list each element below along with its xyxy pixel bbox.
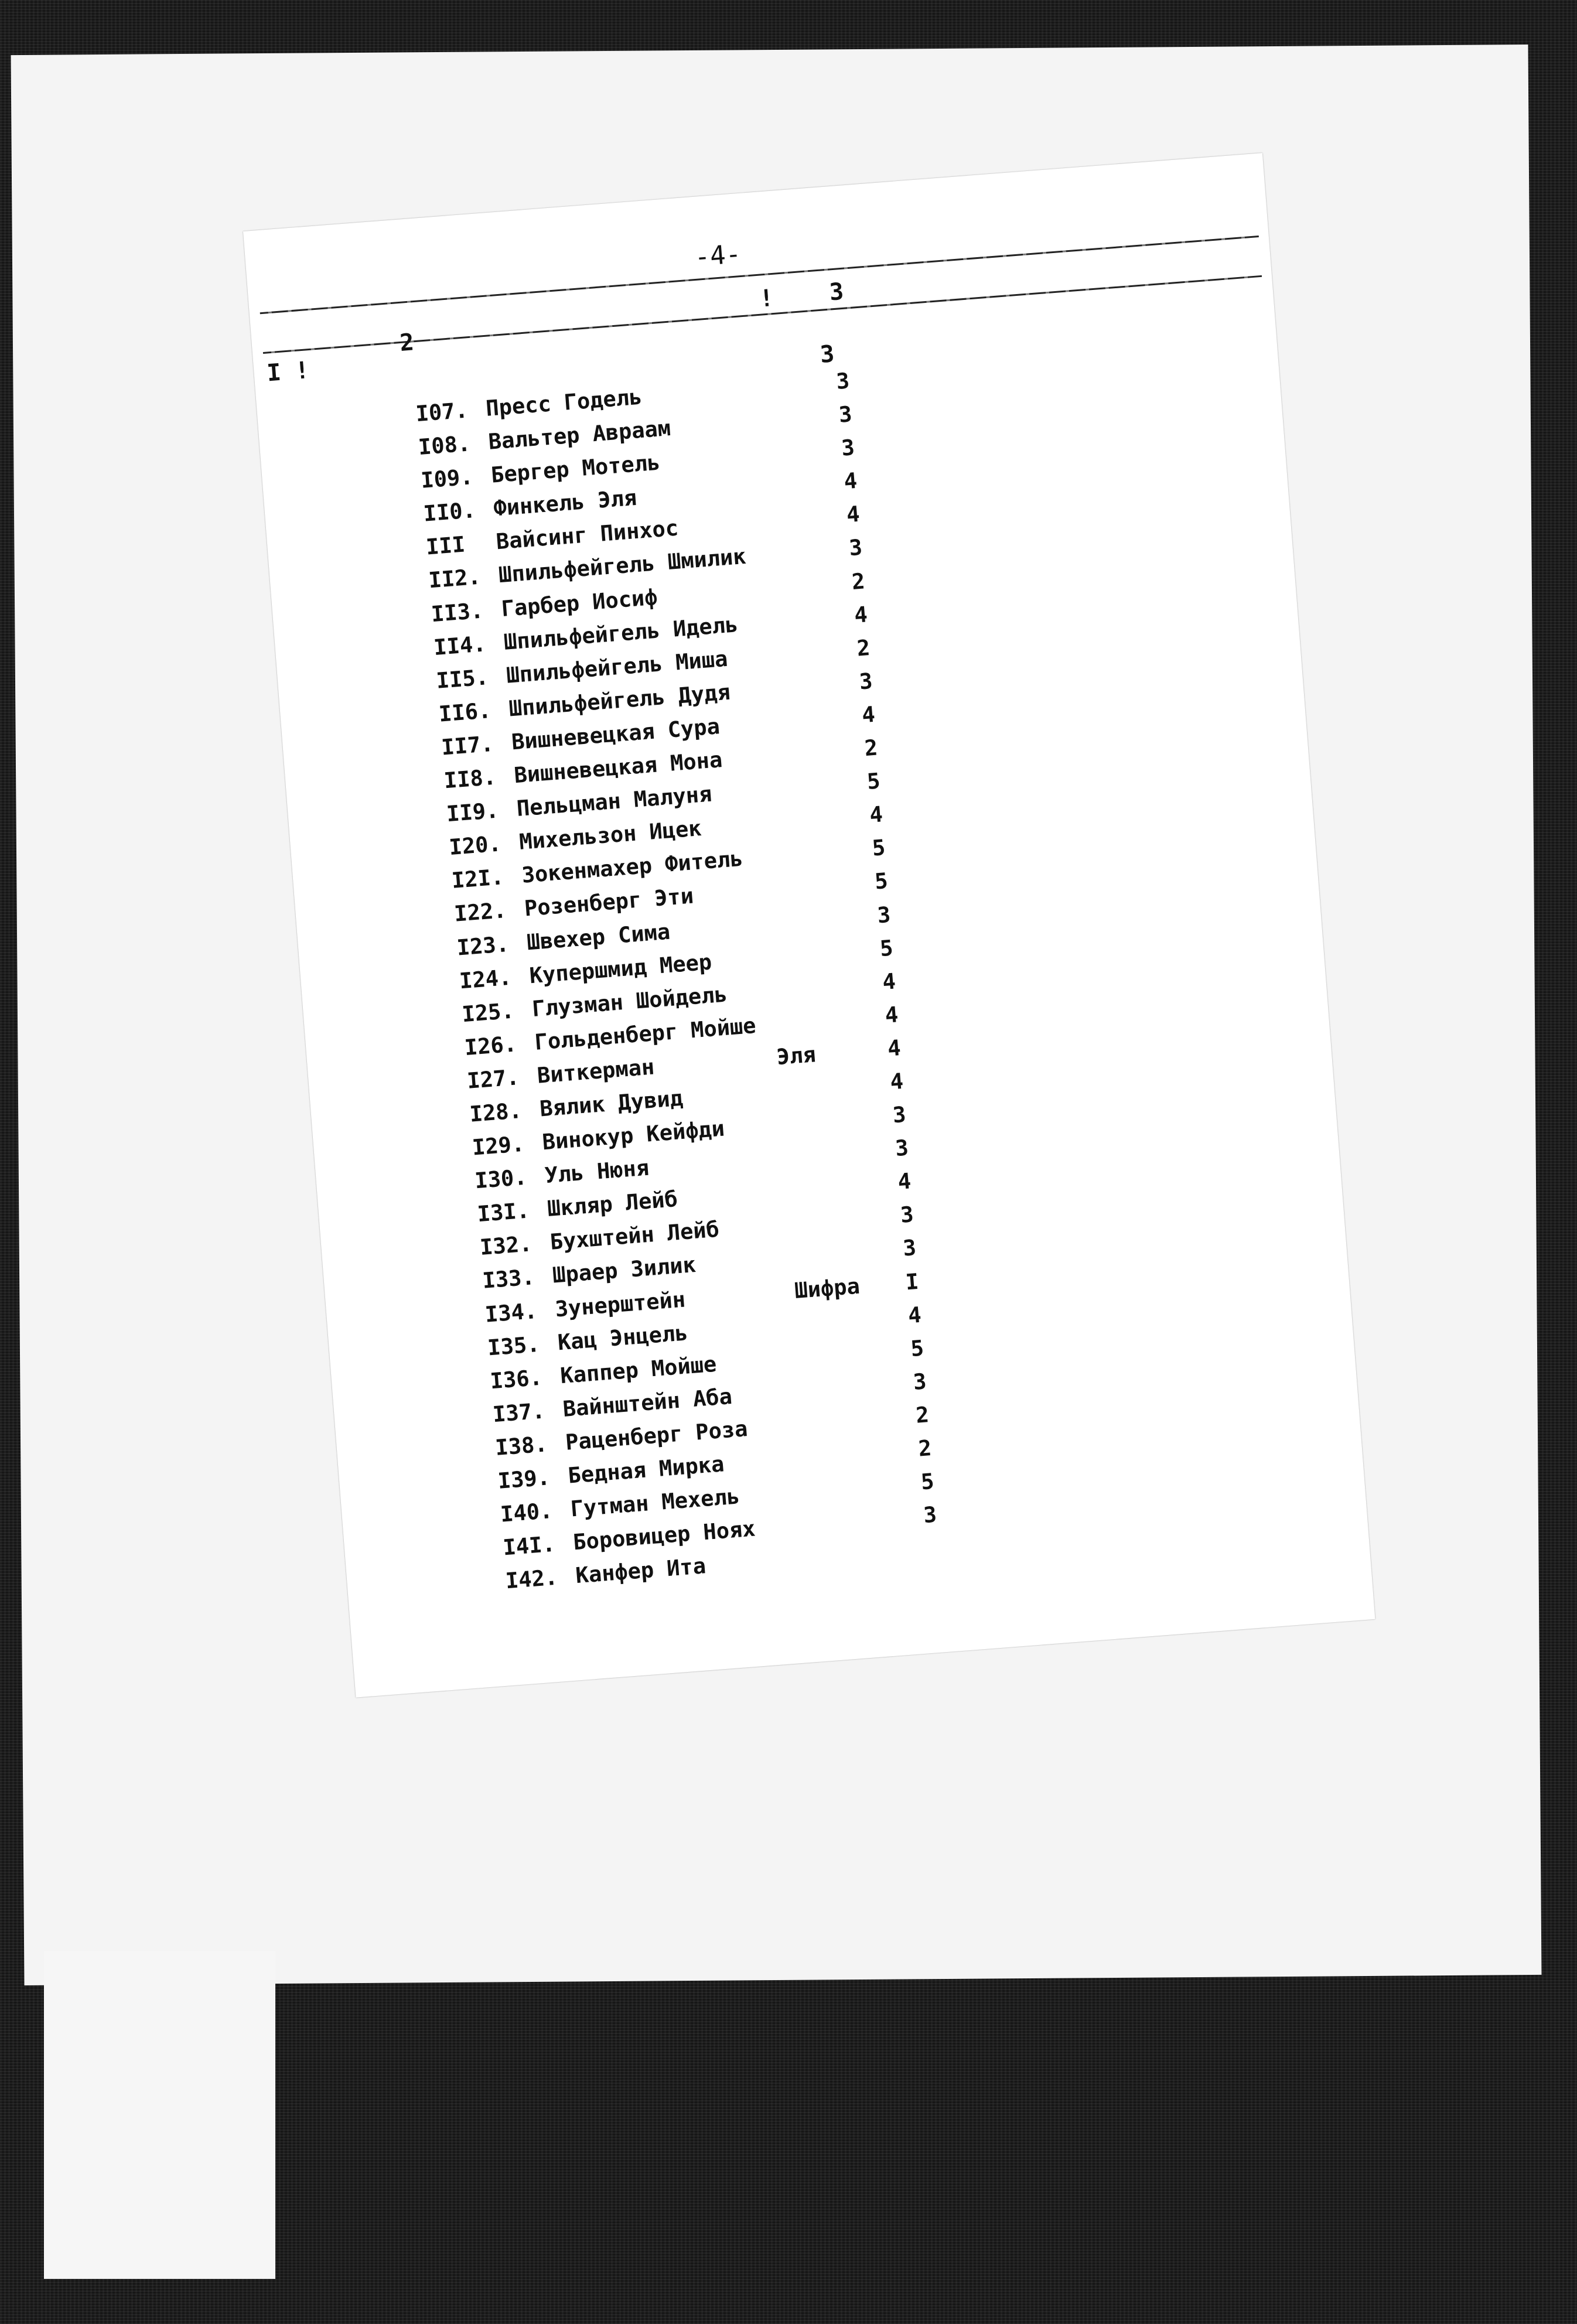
row-value: 5 bbox=[920, 1468, 936, 1495]
row-number: I25. bbox=[460, 998, 516, 1027]
row-name: Гарбер Иосиф bbox=[500, 584, 658, 622]
row-number: I29. bbox=[471, 1131, 525, 1161]
row-name: Виткерман bbox=[536, 1054, 656, 1088]
row-number: I30. bbox=[473, 1164, 528, 1194]
name-list bbox=[415, 368, 938, 1602]
row-value: I bbox=[904, 1268, 920, 1295]
row-name: Кац Энцель bbox=[557, 1319, 689, 1355]
row-name: Уль Нюня bbox=[544, 1155, 650, 1189]
row-value: 5 bbox=[866, 768, 882, 795]
row-number: I2I. bbox=[450, 864, 505, 894]
row-name: Бедная Мирка bbox=[566, 1451, 725, 1489]
row-value: 4 bbox=[884, 1002, 899, 1028]
row-name: Вишневецкая Сура bbox=[510, 714, 721, 755]
row-number: I36. bbox=[489, 1364, 544, 1394]
row-number: II3. bbox=[430, 598, 484, 627]
row-number: I28. bbox=[469, 1097, 523, 1127]
row-value: 4 bbox=[889, 1068, 904, 1095]
row-number: I33. bbox=[482, 1264, 536, 1294]
row-value: 4 bbox=[861, 701, 876, 728]
row-value: 2 bbox=[856, 634, 871, 661]
row-name: Боровицер Ноях bbox=[572, 1516, 756, 1555]
row-value: 3 bbox=[838, 401, 853, 428]
row-name: Вялик Дувид bbox=[538, 1085, 684, 1122]
column-top-value: 3 bbox=[819, 340, 835, 368]
row-value: 5 bbox=[910, 1335, 925, 1361]
row-name: Швехер Сима bbox=[525, 919, 671, 955]
row-value: 4 bbox=[853, 601, 869, 628]
row-name: Зокенмахер Фитель bbox=[521, 846, 744, 888]
document-page bbox=[243, 153, 1375, 1697]
row-value: 5 bbox=[871, 835, 886, 861]
row-name: Вальтер Авраам bbox=[487, 415, 672, 455]
row-name: Розенберг Эти bbox=[523, 883, 695, 922]
row-value: 4 bbox=[886, 1035, 902, 1062]
row-name: Шпильфейгель Шмилик bbox=[497, 544, 747, 588]
row-name: Шпильфейгель Дудя bbox=[508, 679, 732, 722]
row-number: II9. bbox=[445, 797, 500, 827]
row-number: I42. bbox=[504, 1564, 559, 1594]
row-name: Гутман Мехель bbox=[569, 1483, 741, 1522]
row-number: I35. bbox=[486, 1331, 541, 1361]
row-number: I39. bbox=[497, 1465, 551, 1494]
row-number: I07. bbox=[415, 397, 469, 427]
row-number: II2. bbox=[428, 564, 482, 593]
row-name: Михельзон Ицек bbox=[518, 815, 702, 855]
row-name: Шраер Зилик bbox=[551, 1252, 697, 1289]
row-value: 3 bbox=[899, 1202, 915, 1228]
row-value: 3 bbox=[902, 1235, 917, 1262]
row-number: I40. bbox=[499, 1498, 554, 1527]
row-value: 3 bbox=[840, 435, 856, 461]
row-number: I24. bbox=[458, 964, 513, 994]
row-name: Глузман Шойдель bbox=[531, 981, 729, 1022]
row-number: I20. bbox=[448, 831, 503, 861]
row-number: III bbox=[425, 531, 466, 560]
row-number: I3I. bbox=[476, 1197, 531, 1227]
row-value: 4 bbox=[897, 1168, 912, 1195]
header-col3: 3 bbox=[828, 278, 845, 306]
paper-tab bbox=[44, 1951, 275, 2279]
row-value: 2 bbox=[863, 735, 879, 762]
header-col1: I ! bbox=[265, 357, 310, 387]
row-number: I23. bbox=[456, 931, 510, 961]
row-number: I37. bbox=[491, 1398, 546, 1428]
row-value: 3 bbox=[848, 535, 863, 561]
row-value: 2 bbox=[914, 1402, 930, 1428]
row-extra: Шифра bbox=[793, 1273, 861, 1303]
row-name: Зунерштейн bbox=[554, 1286, 687, 1322]
row-name: Пельцман Малуня bbox=[516, 781, 713, 822]
row-name: Каппер Мойше bbox=[559, 1351, 718, 1388]
row-name: Канфер Ита bbox=[575, 1553, 707, 1589]
header-col2: 2 bbox=[398, 329, 415, 357]
row-name: Винокур Кейфди bbox=[541, 1115, 726, 1155]
row-number: I4I. bbox=[502, 1531, 557, 1561]
row-value: 4 bbox=[868, 801, 884, 828]
row-number: I26. bbox=[463, 1031, 518, 1060]
row-name: Шпильфейгель Миша bbox=[505, 646, 729, 688]
row-value: 3 bbox=[835, 368, 851, 395]
row-name: Пресс Годель bbox=[484, 384, 643, 422]
row-name: Бухштейн Лейб bbox=[549, 1217, 721, 1255]
page-number: -4- bbox=[693, 238, 742, 272]
row-value: 3 bbox=[858, 668, 873, 695]
row-name: Вайнштейн Аба bbox=[562, 1383, 733, 1422]
row-name: Финкель Эля bbox=[492, 485, 638, 521]
row-name: Бергер Мотель bbox=[490, 449, 661, 488]
row-value: 3 bbox=[894, 1135, 910, 1162]
row-number: II7. bbox=[440, 731, 495, 760]
row-number: I09. bbox=[419, 464, 475, 494]
row-name: Гольденберг Мойше bbox=[534, 1012, 757, 1055]
row-value: 5 bbox=[879, 935, 894, 961]
row-number: I08. bbox=[417, 431, 472, 460]
row-name: Вайсинг Пинхос bbox=[495, 515, 680, 555]
row-number: II6. bbox=[438, 697, 492, 727]
header-separator: ! bbox=[758, 284, 775, 313]
row-value: 3 bbox=[892, 1101, 907, 1128]
row-value: 4 bbox=[845, 501, 861, 528]
row-number: II4. bbox=[432, 631, 487, 660]
row-value: 2 bbox=[917, 1435, 933, 1462]
row-number: I32. bbox=[479, 1231, 533, 1261]
row-value: 3 bbox=[876, 902, 892, 928]
row-value: 2 bbox=[851, 568, 866, 595]
row-value: 5 bbox=[873, 868, 889, 895]
row-name: Вишневецкая Мона bbox=[513, 746, 723, 789]
row-value: 4 bbox=[843, 468, 858, 494]
row-value: 3 bbox=[912, 1369, 927, 1395]
row-number: I38. bbox=[494, 1431, 549, 1460]
row-extra: Эля bbox=[776, 1042, 817, 1070]
row-name: Раценберг Роза bbox=[564, 1415, 749, 1455]
row-number: II5. bbox=[435, 664, 490, 694]
row-name: Купершмид Меер bbox=[528, 948, 713, 988]
row-name: Шкляр Лейб bbox=[546, 1186, 679, 1222]
row-value: 3 bbox=[922, 1501, 938, 1528]
row-name: Шпильфейгель Идель bbox=[503, 611, 739, 655]
row-value: 4 bbox=[881, 968, 897, 995]
row-number: I22. bbox=[453, 897, 507, 927]
row-number: II0. bbox=[422, 497, 477, 527]
row-number: II8. bbox=[443, 764, 497, 794]
row-value: 4 bbox=[907, 1302, 923, 1328]
row-number: I27. bbox=[466, 1064, 520, 1094]
row-number: I34. bbox=[484, 1298, 538, 1327]
